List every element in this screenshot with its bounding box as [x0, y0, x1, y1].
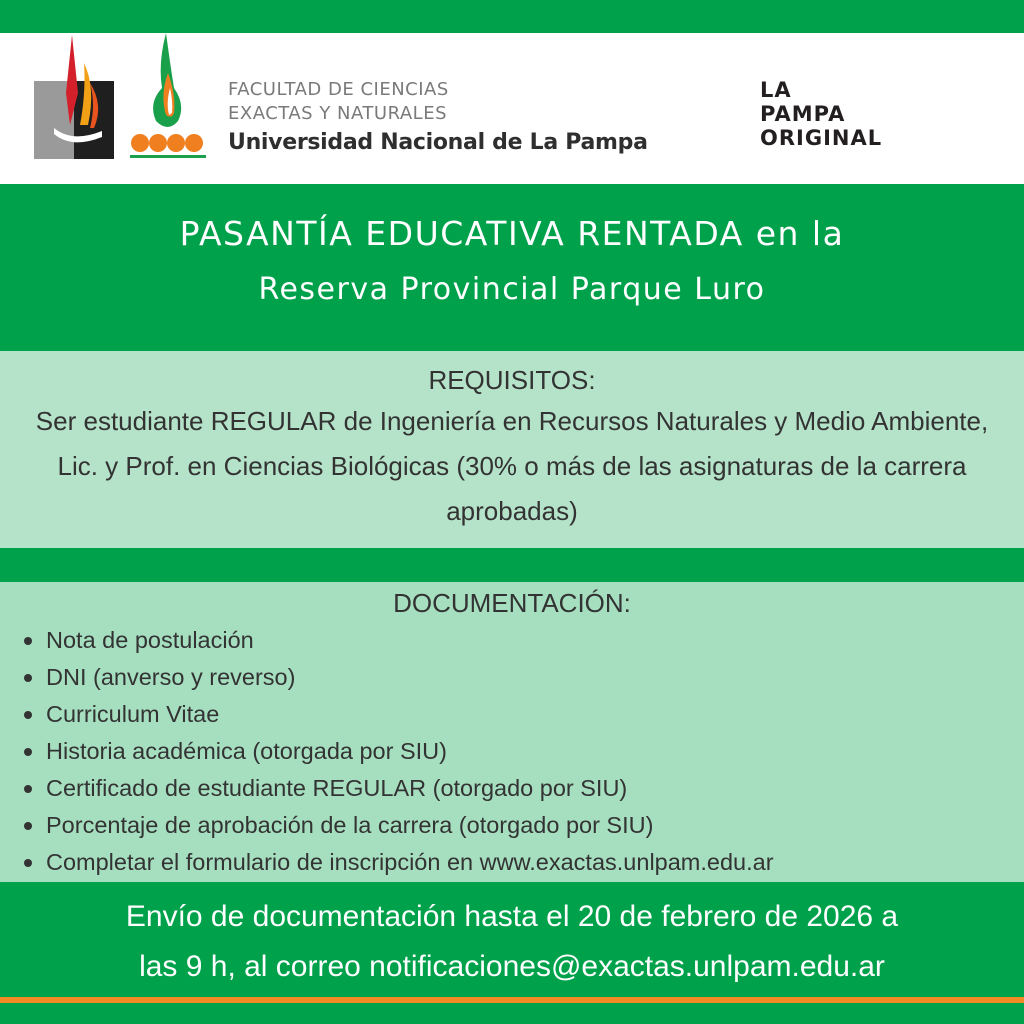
list-item-text: Historia académica (otorgada por SIU)	[46, 738, 447, 764]
list-item-text: DNI (anverso y reverso)	[46, 664, 296, 690]
documentacion-section	[0, 582, 1024, 882]
bullet-icon	[24, 674, 32, 682]
facultad-line-2: EXACTAS Y NATURALES	[228, 103, 448, 124]
documentacion-heading: DOCUMENTACIÓN:	[393, 588, 631, 618]
orange-divider	[0, 997, 1024, 1003]
requisitos-heading: REQUISITOS:	[428, 365, 596, 395]
title-band	[0, 184, 1024, 351]
bullet-icon	[24, 637, 32, 645]
requisitos-section	[0, 351, 1024, 548]
bullet-icon	[24, 859, 32, 867]
title-line-1: PASANTÍA EDUCATIVA RENTADA en la	[179, 214, 845, 253]
la-pampa-original-logo	[760, 78, 882, 150]
list-item-text: Curriculum Vitae	[46, 701, 220, 727]
top-green-bar	[0, 0, 1024, 33]
list-item	[22, 770, 774, 807]
list-item-text: Completar el formulario de inscripción en www.exactas.unlpam.edu.ar	[46, 849, 774, 875]
list-item	[22, 733, 774, 770]
header-logos	[0, 33, 1024, 184]
facultad-line-1: FACULTAD DE CIENCIAS	[228, 79, 449, 100]
brand-line-3: ORIGINAL	[760, 126, 883, 150]
list-item-text: Porcentaje de aprobación de la carrera (otorgado por SIU)	[46, 812, 654, 838]
deadline-line-2: las 9 h, al correo notificaciones@exactas.unlpam.edu.ar	[139, 950, 885, 983]
list-item	[22, 696, 774, 733]
list-item	[22, 807, 774, 844]
bullet-icon	[24, 822, 32, 830]
facultad-name	[228, 78, 648, 155]
list-item	[22, 659, 774, 696]
facultad-logo	[128, 33, 212, 163]
unlpam-logo	[32, 33, 122, 163]
requisitos-body: Ser estudiante REGULAR de Ingeniería en Recursos Naturales y Medio Ambiente, Lic. y Prof. en Ciencias Biológicas (30% o más de las asignaturas de la carrera aprobadas)	[35, 406, 989, 526]
bullet-icon	[24, 711, 32, 719]
brand-line-1: LA	[760, 78, 792, 102]
documentacion-list	[22, 622, 774, 881]
deadline-notice	[0, 892, 1024, 992]
deadline-line-1: Envío de documentación hasta el 20 de febrero de 2026 a	[125, 900, 899, 933]
list-item	[22, 622, 774, 659]
brand-line-2: PAMPA	[760, 102, 846, 126]
universidad-name: Universidad Nacional de La Pampa	[228, 130, 648, 155]
bullet-icon	[24, 748, 32, 756]
list-item	[22, 844, 774, 881]
list-item-text: Nota de postulación	[46, 627, 254, 653]
list-item-text: Certificado de estudiante REGULAR (otorgado por SIU)	[46, 775, 628, 801]
bullet-icon	[24, 785, 32, 793]
title-line-2: Reserva Provincial Parque Luro	[258, 272, 766, 307]
